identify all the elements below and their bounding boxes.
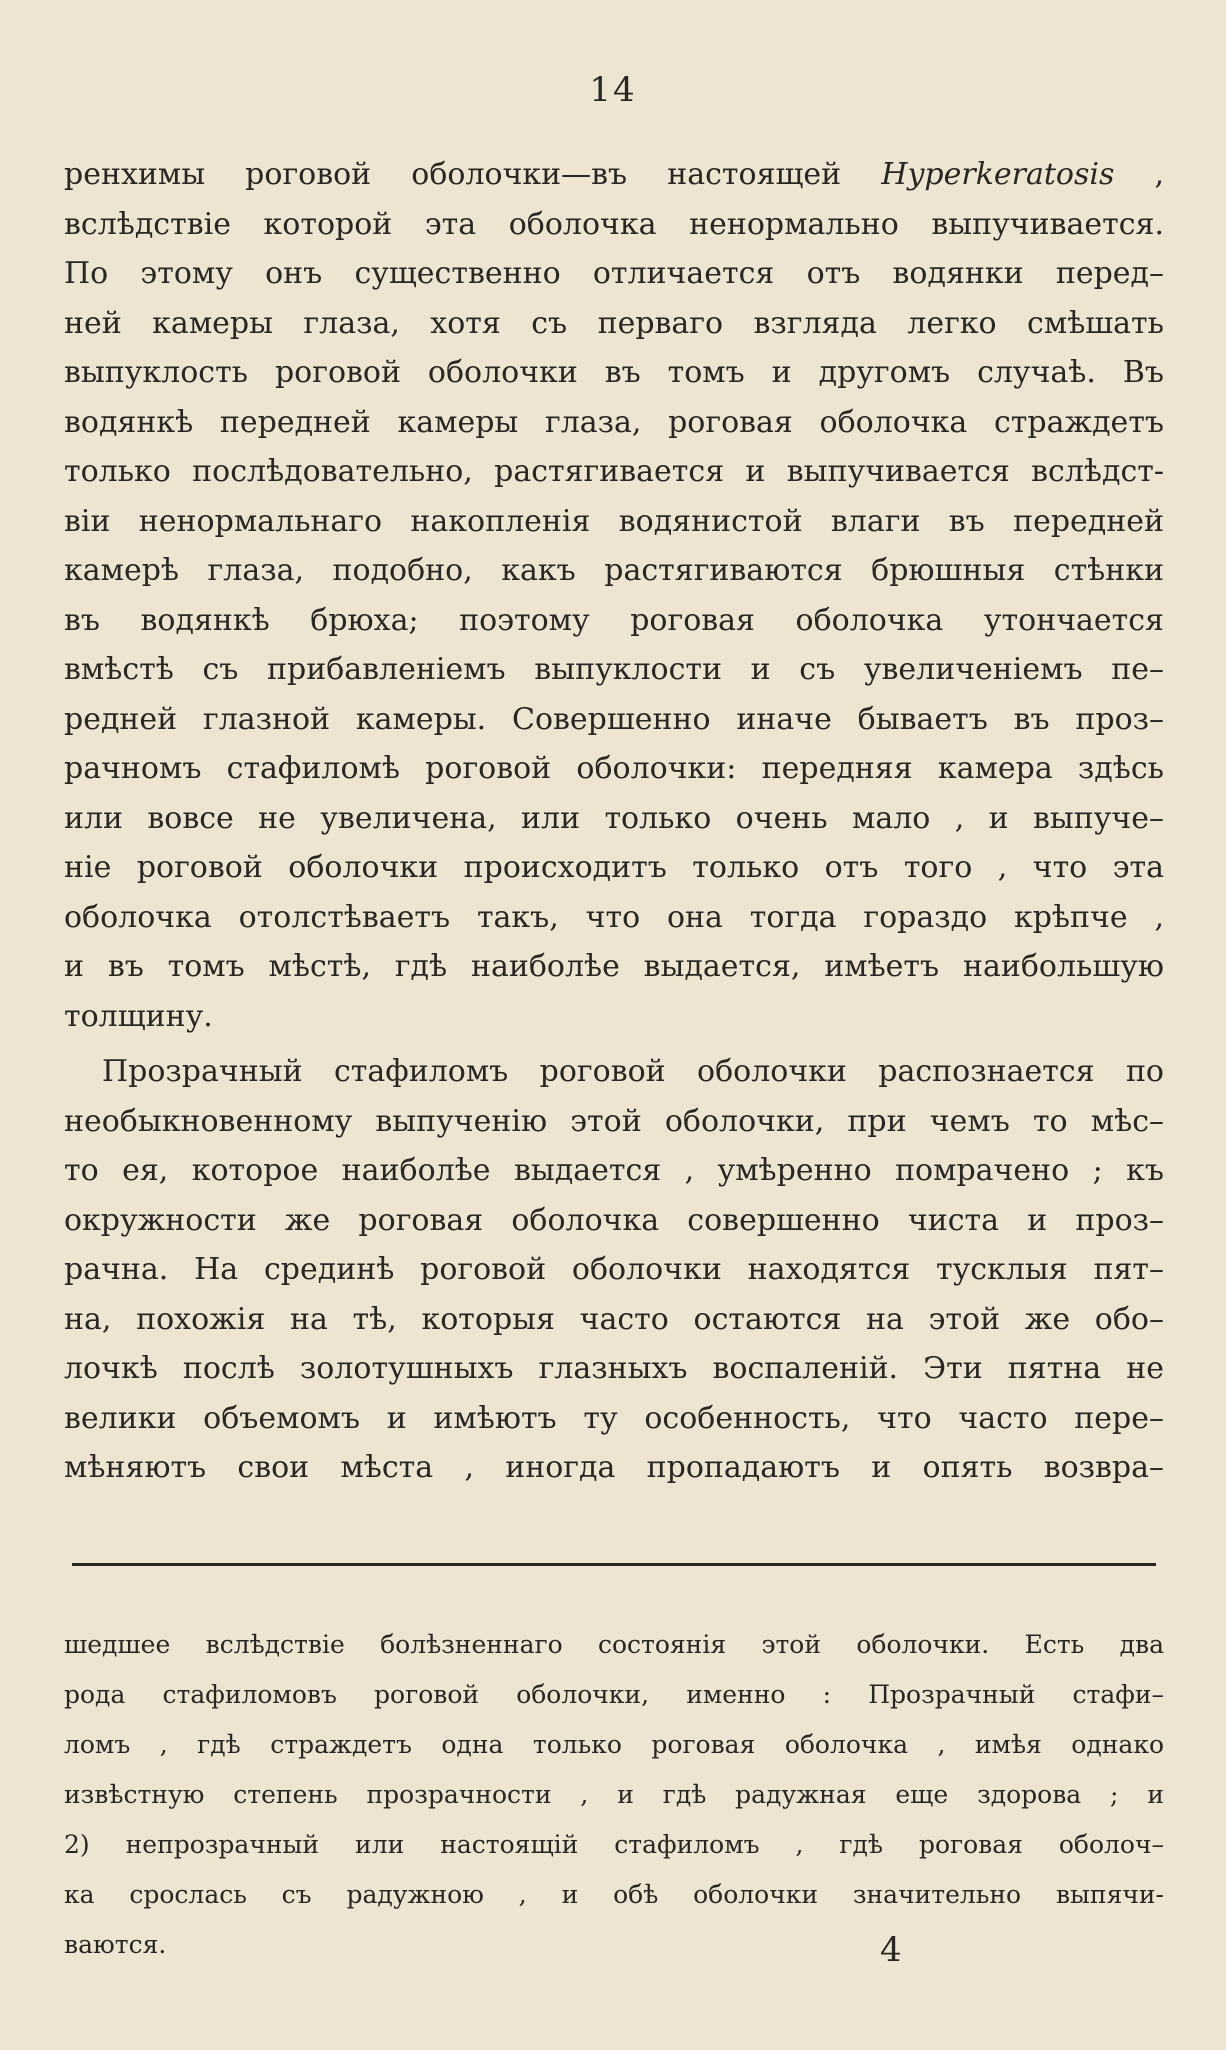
text-line: мѣняютъ свои мѣста , иногда пропадаютъ и опять возвра– (64, 1450, 1164, 1485)
text-line: рачна. На срединѣ роговой оболочки находятся тусклыя пят– (64, 1252, 1164, 1287)
text-line: необыкновенному выпученію этой оболочки, при чемъ то мѣс– (64, 1103, 1164, 1139)
text-line: водянкѣ передней камеры глаза, роговая оболочка страждетъ (64, 404, 1164, 440)
text-line: вмѣстѣ съ прибавленіемъ выпуклости и съ увеличеніемъ пе– (64, 652, 1164, 687)
latin-term: Hyperkeratosis (881, 157, 1115, 192)
footnote-line: ка срослась съ радужною , и обѣ оболочки значительно выпячи- (64, 1880, 1164, 1909)
footnote-line: извѣстную степень прозрачности , и гдѣ радужная еще здорова ; и (64, 1780, 1164, 1809)
footnote-line: рода стафиломовъ роговой оболочки, именно : Прозрачный стафи– (64, 1680, 1164, 1709)
text-line: окружности же роговая оболочка совершенно чиста и проз– (64, 1202, 1164, 1238)
text-fragment: , (1114, 157, 1164, 192)
text-line: віи ненормальнаго накопленія водянистой влаги въ передней (64, 503, 1164, 539)
text-fragment: ренхимы роговой оболочки—въ настоящей (64, 157, 882, 192)
text-line: камерѣ глаза, подобно, какъ растягиваются брюшныя стѣнки (64, 553, 1164, 588)
text-line: велики объемомъ и имѣютъ ту особенность, что часто пере– (64, 1400, 1164, 1436)
text-line: толщину. (64, 998, 213, 1034)
text-line: только послѣдовательно, растягивается и выпучивается вслѣдст- (64, 454, 1164, 489)
text-line: оболочка отолстѣваетъ такъ, что она тогда гораздо крѣпче , (64, 899, 1164, 935)
footnote (64, 1620, 1164, 1970)
text-line: то ея, которое наиболѣе выдается , умѣренно помрачено ; къ (64, 1153, 1164, 1188)
text-line: лочкѣ послѣ золотушныхъ глазныхъ воспаленій. Эти пятна не (64, 1351, 1164, 1386)
page-number: 14 (589, 70, 637, 110)
footnote-line: ваются. (64, 1930, 167, 1959)
text-line: рачномъ стафиломѣ роговой оболочки: передняя камера здѣсь (64, 751, 1164, 786)
text-line (64, 150, 1164, 200)
footnote-divider (72, 1563, 1156, 1566)
text-line: въ водянкѣ брюха; поэтому роговая оболочка утончается (64, 602, 1164, 638)
paragraph-start-line: Прозрачный стафиломъ роговой оболочки распознается по (102, 1054, 1164, 1089)
footnote-line: шедшее вслѣдствіе болѣзненнаго состоянія этой оболочки. Есть два (64, 1630, 1164, 1659)
text-line: ней камеры глаза, хотя съ перваго взгляда легко смѣшать (64, 305, 1164, 341)
text-line: По этому онъ существенно отличается отъ водянки перед– (64, 256, 1164, 291)
text-line: вслѣдствіе которой эта оболочка ненормально выпучивается. (64, 206, 1164, 242)
footnote-line: 2) непрозрачный или настоящій стафиломъ , гдѣ роговая оболоч– (64, 1830, 1164, 1859)
footnote-line: ломъ , гдѣ страждетъ одна только роговая оболочка , имѣя однако (64, 1730, 1164, 1759)
text-line: и въ томъ мѣстѣ, гдѣ наиболѣе выдается, имѣетъ наибольшую (64, 949, 1164, 984)
signature-mark: 4 (880, 1930, 902, 1970)
text-line: ніе роговой оболочки происходитъ только отъ того , что эта (64, 850, 1164, 885)
text-line: редней глазной камеры. Совершенно иначе бываетъ въ проз– (64, 701, 1164, 737)
text-line: или вовсе не увеличена, или только очень мало , и выпуче– (64, 800, 1164, 836)
text-line: выпуклость роговой оболочки въ томъ и другомъ случаѣ. Въ (64, 355, 1164, 390)
text-line: на, похожія на тѣ, которыя часто остаются на этой же обо– (64, 1301, 1164, 1337)
main-text (64, 150, 1164, 1493)
